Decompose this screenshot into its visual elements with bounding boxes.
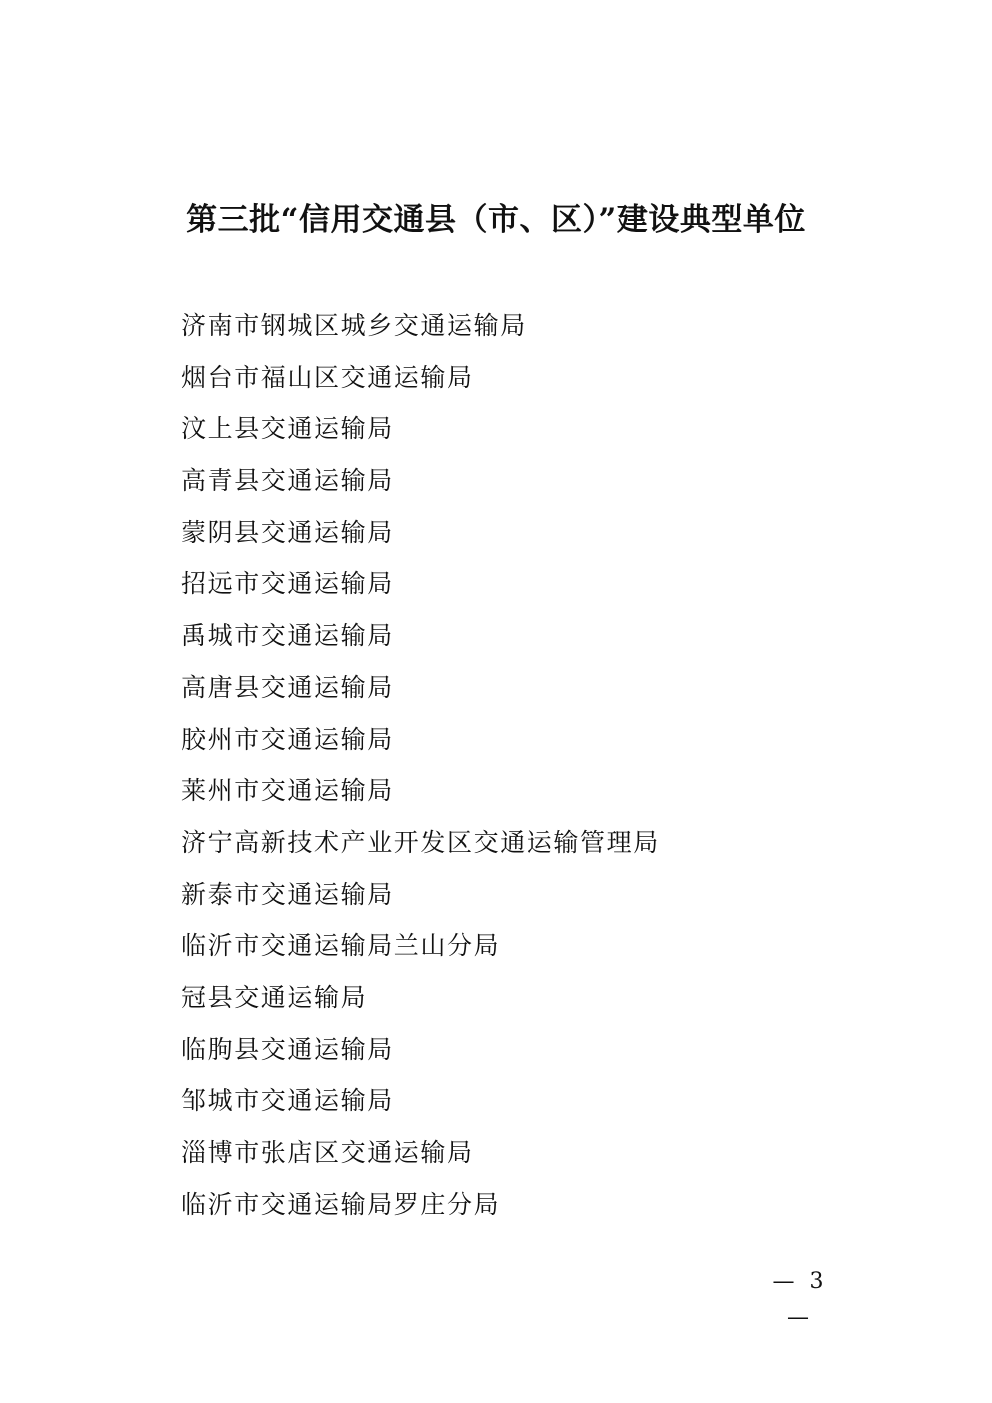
- list-item: 烟台市福山区交通运输局: [181, 362, 474, 392]
- list-item: 邹城市交通运输局: [181, 1086, 394, 1116]
- list-item: 济南市钢城区城乡交通运输局: [181, 311, 527, 340]
- list-item: 冠县交通运输局: [181, 982, 368, 1012]
- list-item: 汶上县交通运输局: [181, 414, 394, 444]
- list-item: 济宁高新技术产业开发区交通运输管理局: [181, 827, 660, 857]
- list-item: 临沂市交通运输局罗庄分局: [181, 1189, 501, 1219]
- page-title: 第三批“信用交通县（市、区）”建设典型单位: [186, 202, 806, 238]
- list-item: 禹城市交通运输局: [181, 621, 394, 651]
- list-item: 临沂市交通运输局兰山分局: [181, 931, 501, 961]
- list-item: 高青县交通运输局: [181, 466, 394, 496]
- list-item: 招远市交通运输局: [181, 569, 394, 599]
- list-item: 胶州市交通运输局: [181, 724, 394, 754]
- list-item: 临朐县交通运输局: [181, 1034, 394, 1064]
- list-item: 莱州市交通运输局: [181, 776, 394, 806]
- list-item: 新泰市交通运输局: [181, 879, 394, 909]
- page-number: — 3 —: [772, 1269, 828, 1330]
- list-item: 蒙阴县交通运输局: [181, 517, 394, 547]
- unit-list: [181, 300, 660, 1230]
- list-item: 高唐县交通运输局: [181, 672, 394, 702]
- list-item: 淄博市张店区交通运输局: [181, 1138, 474, 1167]
